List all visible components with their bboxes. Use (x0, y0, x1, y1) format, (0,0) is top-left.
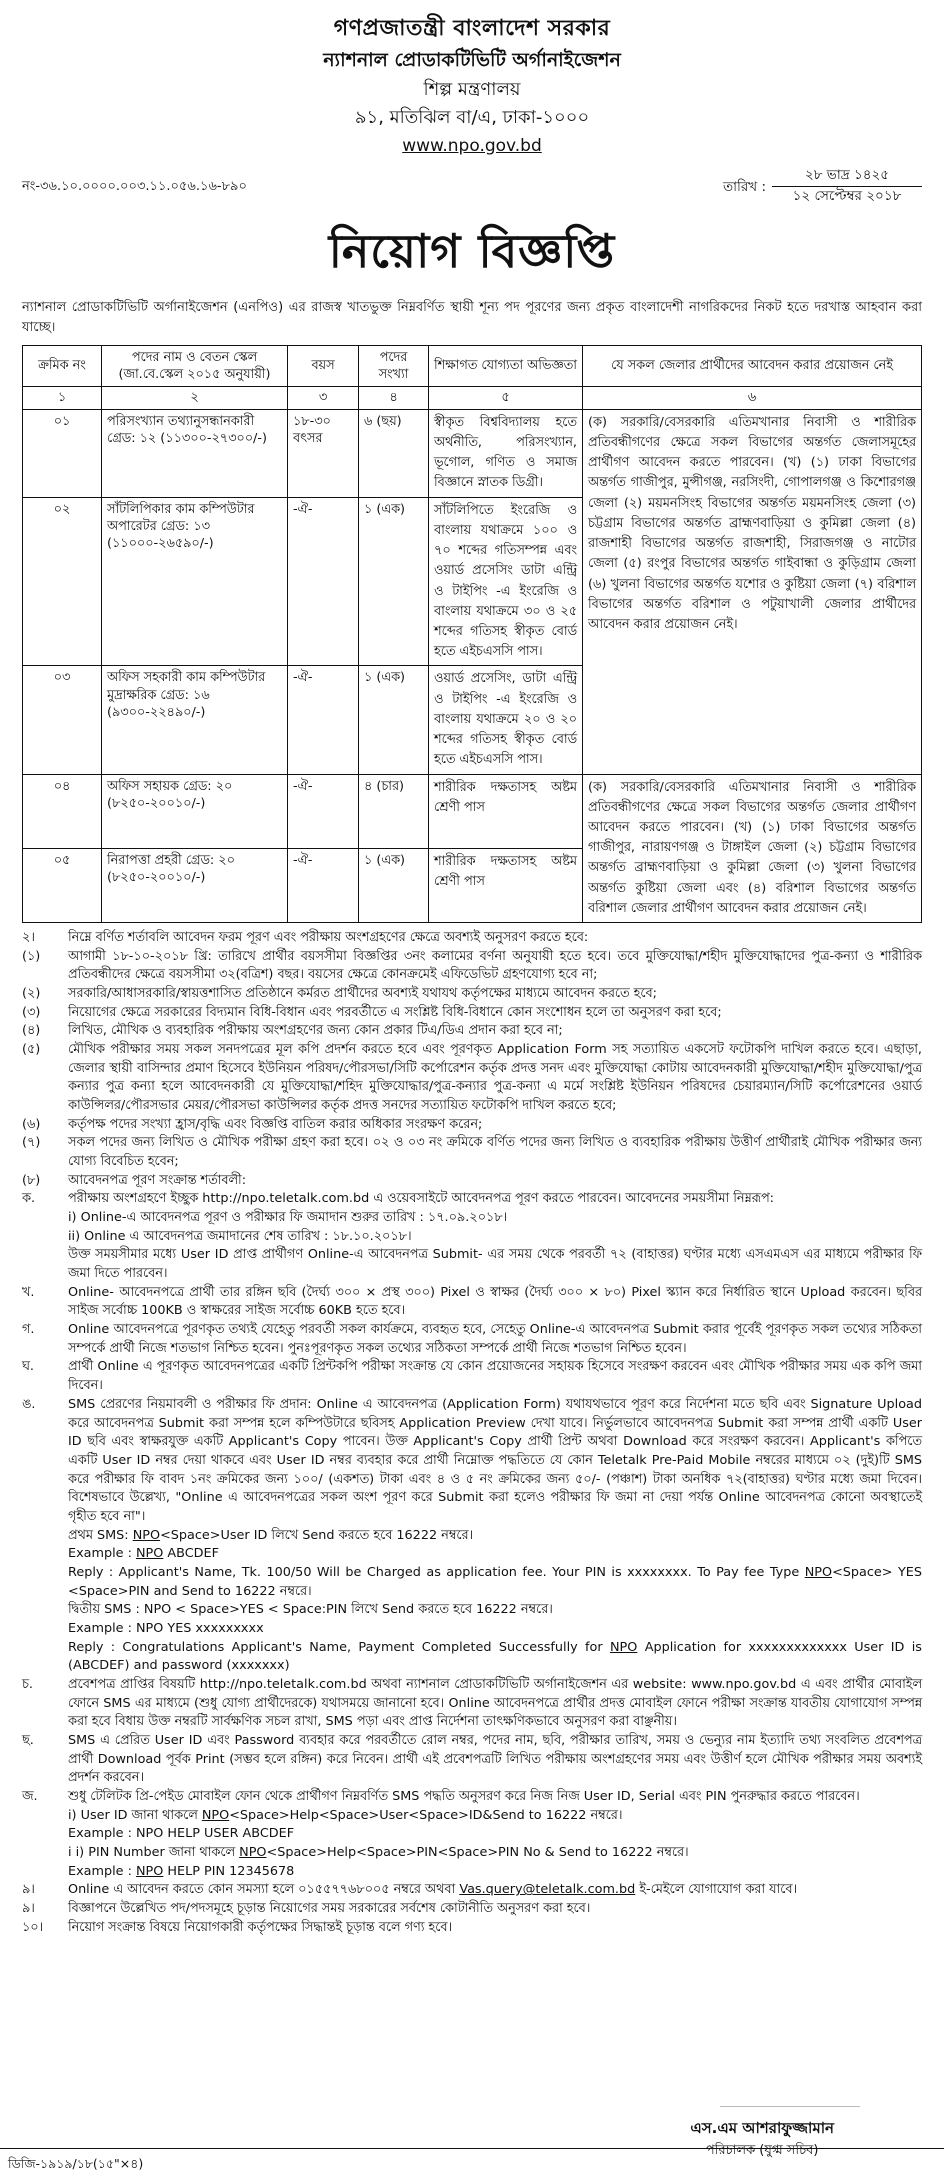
term-text: পরীক্ষায় অংশগ্রহণে ইচ্ছুক http://npo.teletalk.com.bd এ ওয়েবসাইটে আবেদনপত্র পূরণ করতে পারবেন। আবেদনের সময়সীমা নিম্নরূপ: (68, 1191, 774, 1207)
column-number-row (23, 387, 922, 409)
sms-example: Example : NPO YES xxxxxxxxx (68, 1620, 264, 1636)
term-text: লিখিত, মৌখিক ও ব্যবহারিক পরীক্ষায় অংশগ্রহণের জন্য কোন প্রকার টিএ/ডিএ প্রদান করা হবে না; (68, 1023, 563, 1039)
row-post: পরিসংখ্যান তথ্যানুসন্ধানকারী গ্রেড: ১২ (১১৩০০-২৭৩০০/-) (102, 409, 288, 497)
terms-section (22, 929, 922, 1937)
term-number: ২। (22, 930, 35, 946)
term-number: (২) (22, 986, 41, 1002)
term-text: আবেদনপত্র পূরণ সংক্রান্ত শর্তাবলী: (68, 1172, 247, 1188)
term-text: নিয়োগের ক্ষেত্রে সরকারের বিদ্যমান বিধি-বিধান এবং পরবর্তীতে এ সংশ্লিষ্ট বিধি-বিধানে কোন সংশোধন হলে তা অনুসরণ করা হবে; (68, 1004, 722, 1020)
sms-keyword: NPO (132, 1527, 161, 1543)
address: ৯১, মতিঝিল বা/এ, ঢাকা-১০০০ (354, 107, 590, 129)
header-districts: যে সকল জেলার প্রার্থীদের আবেদন করার প্রয়োজন নেই (583, 345, 922, 387)
sms-reply (22, 1564, 922, 1601)
term-item (22, 1321, 922, 1358)
term-text: Online আবেদনপত্রে পূরণকৃত তথ্যই যেহেতু পরবর্তী সকল কার্যক্রমে, ব্যবহৃত হবে, সেহেতু Online-এ আবেদনপত্র Submit করার পূর্বেই পূরণকৃত সকল তথ্যের সঠিকতা সম্পর্কে প্রার্থী নিজে শতভাগ নিশ্চিত হবেন। পুনঃপূরণকৃত সকল তথ্যের সঠিকতা সম্পর্কে প্রার্থী নিজে শতভাগ নিশ্চিত হবেন। (68, 1322, 922, 1356)
sms-example (22, 1863, 922, 1882)
organization-name: ন্যাশনাল প্রোডাকটিভিটি অর্গানাইজেশন (323, 48, 621, 71)
sms-text: <Space> YES <Space>PIN and Send to 16222 নম্বরে। (68, 1564, 922, 1599)
row-post: অফিস সহায়ক গ্রেড: ২০ (৮২৫০-২০০১০/-) (102, 774, 288, 848)
term-text: সরকারি/আধাসরকারি/স্বায়ত্তশাসিত প্রতিষ্ঠানে কর্মরত প্রার্থীদের অবশ্যই যথাযথ কর্তৃপক্ষের মাধ্যমে আবেদন করতে হবে; (68, 986, 657, 1002)
sms-text: i i) PIN Number জানা থাকলে (68, 1844, 240, 1860)
row-post: নিরাপত্তা প্রহরী গ্রেড: ২০ (৮২৫০-২০০১০/-) (102, 848, 288, 922)
government-title: গণপ্রজাতন্ত্রী বাংলাদেশ সরকার (333, 16, 611, 41)
row-age: -ঐ- (288, 848, 359, 922)
term-item (22, 985, 922, 1004)
memo-number: নং-৩৬.১০.০০০০.০০৩.১১.০৫৬.১৬-৮৯০ (22, 178, 247, 194)
term-item (22, 1134, 922, 1171)
term-text: প্রবেশপত্র প্রাপ্তির বিষয়টি http://npo.teletalk.com.bd অথবা ন্যাশনাল প্রোডাকটিভিটি অর্গানাইজেশন এর website: www.npo.gov.bd এ এবং প্রার্থীর মোবাইল ফোনে SMS এর মাধ্যমে (শুধু যোগ্য প্রার্থীদেরকে) যথাসময়ে জানানো হবে। Online আবেদনপত্রে প্রার্থীর প্রদত্ত মোবাইল ফোনে পরীক্ষা সংক্রান্ত যাবতীয় যোগাযোগ সম্পন্ন করা হবে বিধায় উক্ত নম্বরটি সার্বক্ষণিক সচল রাখা, SMS পড়া এবং প্রাপ্ত নির্দেশনা তাৎক্ষণিকভাবে অনুসরণ করা বাঞ্ছনীয়। (68, 1676, 922, 1730)
signatory-name: এস.এম আশরাফুজ্জামান (690, 2119, 834, 2137)
column-number: ৬ (583, 387, 922, 409)
term-text: কর্তৃপক্ষ পদের সংখ্যা হ্রাস/বৃদ্ধি এবং বিজ্ঞপ্তি বাতিল করার অধিকার সংরক্ষণ করেন; (68, 1116, 483, 1132)
term-number: (৪) (22, 1023, 41, 1039)
term-number: ৯। (22, 1882, 35, 1898)
date-english: ১২ সেপ্টেম্বর ২০১৮ (792, 188, 902, 205)
column-number: ১ (23, 387, 102, 409)
term-text: শুধু টেলিটক প্রি-পেইড মোবাইল ফোন থেকে প্রার্থীগণ নিম্নবর্ণিত SMS পদ্ধতি অনুসরণ করে নিজ নিজ User ID, Serial এবং PIN পুনরুদ্ধার করতে পারবেন। (68, 1788, 860, 1804)
row-qualification: সাঁটলিপিতে ইংরেজি ও বাংলায় যথাক্রমে ১০০ ও ৭০ শব্দের গতিসম্পন্ন এবং ওয়ার্ড প্রসেসিং ডাটা এন্ট্রি ও টাইপিং -এ ইংরেজি ও বাংলায় যথাক্রমে ৩০ ও ২৫ শব্দের গতিসহ স্বীকৃত বোর্ড হতে এইচএসসি পাস। (429, 497, 583, 666)
term-text: সকল পদের জন্য লিখিত ও মৌখিক পরীক্ষা গ্রহণ করা হবে। ০২ ও ০৩ নং ক্রমিকে বর্ণিত পদের জন্য লিখিত ও ব্যবহারিক পরীক্ষায় উত্তীর্ণ প্রার্থীরাই মৌখিক পরীক্ষার জন্য যোগ্য বিবেচিত হবেন; (68, 1135, 922, 1170)
term-item (22, 1116, 922, 1135)
term-item (22, 1881, 922, 1900)
date-bangla: ২৮ ভাদ্র ১৪২৫ (772, 166, 922, 187)
term-text (68, 1881, 922, 1900)
term-number: খ. (22, 1284, 35, 1300)
header-serial: ক্রমিক নং (23, 345, 102, 387)
term-text: নিয়োগ সংক্রান্ত বিষয়ে নিয়োগকারী কর্তৃপক্ষের সিদ্ধান্তই চূড়ান্ত বলে গণ্য হবে। (68, 1919, 453, 1935)
contact-text: Online এ আবেদন করতে কোন সমস্যা হলে ০১৫৫৭৭৬৮০০৫ নম্বরে অথবা (68, 1882, 460, 1898)
intro-paragraph: ন্যাশনাল প্রোডাকটিভিটি অর্গানাইজেশন (এনপিও) এর রাজস্ব খাতভুক্ত নিম্নবর্ণিত স্থায়ী শূন্য পদ পূরণের জন্য প্রকৃত বাংলাদেশী নাগরিকদের নিকট হতে দরখাস্ত আহবান করা যাচ্ছে। (22, 300, 922, 336)
sms-first (22, 1527, 922, 1546)
sms-keyword: NPO (135, 1863, 164, 1879)
term-item (22, 929, 922, 948)
sms-keyword: NPO (201, 1807, 230, 1823)
term-number: (৩) (22, 1004, 41, 1020)
term-item (22, 1284, 922, 1321)
signature-line (720, 2106, 860, 2107)
term-number: চ. (22, 1676, 33, 1692)
sms-example (22, 1545, 922, 1564)
term-item (22, 1358, 922, 1395)
sms-keyword: NPO (135, 1546, 164, 1562)
term-text: SMS এ প্রেরিত User ID এবং Password ব্যবহার করে পরবর্তীতে রোল নম্বর, পদের নাম, ছবি, পরীক্ষার তারিখ, সময় ও ভেন্যুর নাম ইত্যাদি তথ্য সংবলিত প্রবেশপত্র প্রার্থী Download পূর্বক Print (সম্ভব হলে রঙ্গিন) করে নিবেন। প্রার্থী এই প্রবেশপত্রটি লিখিত পরীক্ষায় অংশগ্রহণের সময় এবং উত্তীর্ণ হলে মৌখিক পরীক্ষার সময় অবশ্যই প্রদর্শন করবেন। (68, 1732, 922, 1786)
row-serial: ০৪ (23, 774, 102, 848)
signatory-designation: পরিচালক (যুগ্ম সচিব) (705, 2143, 819, 2159)
term-item (22, 1041, 922, 1116)
term-item (22, 1190, 922, 1209)
column-number: ৫ (429, 387, 583, 409)
notice-title: নিয়োগ বিজ্ঞপ্তি (328, 223, 616, 278)
sms-text: Reply : Applicant's Name, Tk. 100/50 Will be Charged as application fee. Your PIN is xxxxxxxx. To Pay fee Type (68, 1564, 805, 1580)
header-post: পদের নাম ও বেতন স্কেল (জা.বে.স্কেল ২০১৫ অনুযায়ী) (102, 345, 288, 387)
row-serial: ০৩ (23, 666, 102, 774)
column-number: ৪ (359, 387, 429, 409)
term-number: (৫) (22, 1042, 41, 1058)
row-age: -ঐ- (288, 666, 359, 774)
term-item (22, 1919, 922, 1938)
header-qualification: শিক্ষাগত যোগ্যতা অভিজ্ঞতা (429, 345, 583, 387)
term-number: (৬) (22, 1116, 41, 1132)
term-number: ক. (22, 1191, 36, 1207)
contact-text: ই-মেইলে যোগাযোগ করা যাবে। (635, 1882, 798, 1898)
term-item (22, 1396, 922, 1527)
term-number: ঙ. (22, 1396, 36, 1412)
fee-deadline-note: উক্ত সময়সীমার মধ্যে User ID প্রাপ্ত প্রার্থীগণ Online-এ আবেদনপত্র Submit- এর সময় থেকে পরবর্তী ৭২ (বাহাত্তর) ঘণ্টার মধ্যে এসএমএস এর মাধ্যমে পরীক্ষার ফি জমা দিতে পারবেন। (68, 1247, 922, 1282)
row-serial: ০১ (23, 409, 102, 497)
letterhead (22, 14, 922, 158)
end-date-line: ii) Online এ আবেদনপত্র জমাদানের শেষ তারিখ : ১৮.১০.২০১৮। (68, 1228, 412, 1244)
sms-text: ABCDEF (163, 1546, 219, 1562)
row-qualification: ওয়ার্ড প্রসেসিং, ডাটা এন্ট্রি ও টাইপিং -এ ইংরেজি ও বাংলায় যথাক্রমে ২০ ও ২০ শব্দের গতিসহ স্বীকৃত বোর্ড হতে এইচএসসি পাস। (429, 666, 583, 774)
term-number: জ. (22, 1788, 38, 1804)
sms-text: <Space>User ID লিখে Send করতে হবে 16222 নম্বরে। (160, 1527, 474, 1543)
sms-second: দ্বিতীয় SMS : NPO < Space>YES < Space:PIN লিখে Send করতে হবে 16222 নম্বরে। (68, 1602, 553, 1618)
vacancy-table (22, 345, 922, 923)
sms-reply (22, 1639, 922, 1676)
term-item (22, 1676, 922, 1732)
recover-pin (22, 1844, 922, 1863)
term-number: ১০। (22, 1919, 44, 1935)
term-number: (৮) (22, 1172, 41, 1188)
term-text: SMS প্রেরণের নিয়মাবলী ও পরীক্ষার ফি প্রদান: Online এ আবেদনপত্র (Application Form) যথাযথভাবে পূরণ করে নির্দেশনা মতে ছবি এবং Signature Upload করে আবেদনপত্র Submit করা সম্পন্ন হলে কম্পিউটারে ছবিসহ Application Preview দেখা যাবে। নির্ভুলভাবে আবেদনপত্র Submit করা সম্পন্ন প্রার্থী একটি User ID ছবি এবং স্বাক্ষরযুক্ত একটি Applicant's Copy পাবেন। উক্ত Applicant's Copy প্রার্থী প্রিন্ট অথবা Download করে সংরক্ষণ করবেন। Applicant's কপিতে একটি User ID নম্বর দেয়া থাকবে এবং User ID নম্বর ব্যবহার করে প্রার্থী নিম্নোক্ত পদ্ধতিতে যে কোন Teletalk Pre-Paid Mobile নম্বরের মাধ্যমে ০২ (দুই)টি SMS করে পরীক্ষার ফি বাবদ ১নং ক্রমিকের জন্য ১০০/ (একশত) টাকা এবং ৪ ও ৫ নং ক্রমিকের জন্য ৫০/- (পঞ্চাশ) টাকা অনধিক ৭২(বাহাত্তর) ঘণ্টার মধ্যে জমা দিবেন। বিশেষভাবে উল্লেখ্য, "Online এ আবেদনপত্রের সকল অংশ পূরণ করে Submit করা হলেও পরীক্ষার ফি জমা না দেয়া পর্যন্ত Online আবেদনপত্র কোনো অবস্থাতেই গৃহীত হবে না"। (68, 1396, 922, 1524)
term-number: ছ. (22, 1732, 34, 1748)
sms-example: Example : NPO HELP USER ABCDEF (68, 1826, 295, 1842)
term-item (22, 1900, 922, 1919)
row-post: অফিস সহকারী কাম কম্পিউটার মুদ্রাক্ষরিক গ্রেড: ১৬ (৯৩০০-২২৪৯০/-) (102, 666, 288, 774)
term-item (22, 1788, 922, 1807)
memo-date (722, 166, 922, 206)
term-text: প্রার্থী Online এ পূরণকৃত আবেদনপত্রের একটি প্রিন্টকপি পরীক্ষা সংক্রান্ত যে কোন প্রয়োজনের সহায়ক হিসেবে সংরক্ষণ করবেন এবং মৌখিক পরীক্ষার সময় এক কপি জমা দিবেন। (68, 1359, 922, 1394)
row-districts: (ক) সরকারি/বেসরকারি এতিমখানার নিবাসী ও শারীরিক প্রতিবন্ধীগণের ক্ষেত্রে সকল বিভাগের অন্তর্গত জেলার প্রার্থীগণ আবেদন করতে পারবেন। (খ) (১) ঢাকা বিভাগের অন্তর্গত গাজীপুর, নারায়ণগঞ্জ ও টাঙ্গাইল জেলা (২) চট্টগ্রাম বিভাগের অন্তর্গত ব্রাহ্মণবাড়িয়া ও কুমিল্লা জেলা (৩) খুলনা বিভাগের অন্তর্গত কুষ্টিয়া জেলা এবং (৪) বরিশাল বিভাগের অন্তর্গত বরিশাল জেলার প্রার্থীগণ আবেদন করার প্রয়োজন নেই। (583, 774, 922, 923)
term-number: (৭) (22, 1135, 41, 1151)
term-number: (১) (22, 948, 41, 964)
support-email-link[interactable]: Vas.query@teletalk.com.bd (459, 1882, 636, 1898)
term-item (22, 1004, 922, 1023)
sms-keyword: NPO (804, 1564, 833, 1580)
term-text: Online- আবেদনপত্রে প্রার্থী তার রঙ্গিন ছবি (দৈর্ঘ্য ৩০০ × প্রস্থ ৩০০) Pixel ও স্বাক্ষর (দৈর্ঘ্য ৩০০ × ৮০) Pixel স্ক্যান করে নির্ধারিত স্থানে Upload করবেন। ছবির সাইজ সর্বোচ্চ 100KB ও স্বাক্ষরের সাইজ সর্বোচ্চ 60KB হতে হবে। (68, 1284, 922, 1319)
term-number: ঘ. (22, 1359, 34, 1375)
row-qualification: শারীরিক দক্ষতাসহ অষ্টম শ্রেণী পাস (429, 774, 583, 848)
column-number: ২ (102, 387, 288, 409)
ministry-name: শিল্প মন্ত্রণালয় (423, 78, 521, 100)
website-link[interactable]: www.npo.gov.bd (402, 135, 542, 156)
sms-text: Example : (68, 1546, 136, 1562)
sms-text: প্রথম SMS: (68, 1527, 133, 1543)
row-serial: ০২ (23, 497, 102, 666)
row-count: ৬ (ছয়) (359, 409, 429, 497)
footer-code: ডিজি-১৯১৯/১৮(১৫"×৪) (0, 2148, 944, 2176)
row-qualification: স্বীকৃত বিশ্ববিদ্যালয় হতে অর্থনীতি, পরিসংখ্যান, ভূগোল, গণিত ও সমাজ বিজ্ঞানে স্নাতক ডিগ্রী। (429, 409, 583, 497)
memo-row (22, 162, 922, 216)
row-age: ১৮-৩০ বৎসর (288, 409, 359, 497)
header-count: পদের সংখ্যা (359, 345, 429, 387)
sms-text: <Space>Help<Space>PIN<Space>PIN No & Send to 16222 নম্বরে। (266, 1844, 689, 1860)
term-text: নিম্নে বর্ণিত শর্তাবলি আবেদন ফরম পূরণ এবং পরীক্ষায় অংশগ্রহণের ক্ষেত্রে অবশ্যই অনুসরণ করতে হবে: (68, 930, 589, 946)
row-count: ১ (এক) (359, 848, 429, 922)
term-item (22, 948, 922, 985)
date-label: তারিখ : (722, 178, 766, 195)
column-number: ৩ (288, 387, 359, 409)
header-age: বয়স (288, 345, 359, 387)
sms-text: Reply : Congratulations Applicant's Name, Payment Completed Successfully for (68, 1639, 610, 1655)
sms-text: Example : (68, 1863, 136, 1879)
term-text: আগামী ১৮-১০-২০১৮ খ্রি: তারিখে প্রার্থীর বয়সসীমা বিজ্ঞপ্তির ৩নং কলামের বর্ণনা অনুযায়ী হতে হবে। তবে মুক্তিযোদ্ধা/শহীদ মুক্তিযোদ্ধাদের পুত্র-কন্যা ও শারীরিক প্রতিবন্ধীদের ক্ষেত্রে বয়সসীমা ৩২(বত্রিশ) বছর। বয়সের ক্ষেত্রে কোনক্রমেই এফিডেভিট গ্রহণযোগ্য হবে না; (68, 948, 922, 983)
table-row (23, 409, 922, 497)
row-qualification: শারীরিক দক্ষতাসহ অষ্টম শ্রেণী পাস (429, 848, 583, 922)
sms-keyword: NPO (609, 1639, 638, 1655)
sms-text: HELP PIN 12345678 (163, 1863, 295, 1879)
row-count: ৪ (চার) (359, 774, 429, 848)
term-number: ৯। (22, 1900, 35, 1916)
term-text: মৌখিক পরীক্ষার সময় সকল সনদপত্রের মূল কপি প্রদর্শন করতে হবে এবং পূরণকৃত Application Form সহ সত্যায়িত একসেট ফটোকপি দাখিল করতে হবে। এছাড়া, জেলার স্থায়ী বাসিন্দার প্রমাণ হিসেবে ইউনিয়ন পরিষদ/পৌরসভা/সিটি কর্পোরেশন কর্তৃক প্রদত্ত সনদ এবং মুক্তিযোদ্ধা কোটায় আবেদনকারী মুক্তিযোদ্ধা/শহীদ মুক্তিযোদ্ধা/পুত্র কন্যার পুত্র কন্যা হলে আবেদনকারী যে মুক্তিযোদ্ধা/শহিদ মুক্তিযোদ্ধার/পুত্র-কন্যার পুত্র-কন্যা এ মর্মে সংশ্লিষ্ট ইউনিয়ন পরিষদের চেয়ারম্যান/সিটি কর্পোরেশনের ওয়ার্ড কাউন্সিলর/পৌরসভার মেয়র/পৌরসভা কাউন্সিলর কর্তৃক প্রদত্ত সনদের সত্যায়িত ফটোকপি দাখিল করতে হবে; (68, 1042, 922, 1114)
recover-user-id (22, 1807, 922, 1826)
row-count: ১ (এক) (359, 666, 429, 774)
table-header-row (23, 345, 922, 387)
row-age: -ঐ- (288, 497, 359, 666)
sms-text: Application for xxxxxxxxxxxxx User ID is (ABCDEF) and password (xxxxxxx) (68, 1639, 922, 1674)
sms-keyword: NPO (239, 1844, 267, 1860)
sms-text: i) User ID জানা থাকলে (68, 1807, 202, 1823)
term-item (22, 1172, 922, 1191)
row-age: -ঐ- (288, 774, 359, 848)
sms-text: <Space>Help<Space>User<Space>ID&Send to 16222 নম্বরে। (229, 1807, 623, 1823)
row-count: ১ (এক) (359, 497, 429, 666)
row-districts: (ক) সরকারি/বেসরকারি এতিমখানার নিবাসী ও শারীরিক প্রতিবন্ধীগণের ক্ষেত্রে সকল বিভাগের অন্তর্গত জেলাসমূহের প্রার্থীগণ আবেদন করতে পারবেন। (খ) (১) ঢাকা বিভাগের অন্তর্গত গাজীপুর, মুন্সীগঞ্জ, নরসিংদী, গোপালগঞ্জ ও কিশোরগঞ্জ জেলা (২) ময়মনসিংহ বিভাগের অন্তর্গত ময়মনসিংহ জেলা (৩) চট্টগ্রাম বিভাগের অন্তর্গত ব্রাহ্মণবাড়িয়া ও কুমিল্লা জেলা (৪) রাজশাহী বিভাগের অন্তর্গত রাজশাহী, সিরাজগঞ্জ ও নাটোর জেলা (৫) রংপুর বিভাগের অন্তর্গত গাইবান্ধা ও কুড়িগ্রাম জেলা (৬) খুলনা বিভাগের অন্তর্গত যশোর ও কুষ্টিয়া জেলা (৭) বরিশাল বিভাগের অন্তর্গত বরিশাল ও পটুয়াখালী জেলার প্রার্থীদের আবেদন করার প্রয়োজন নেই। (583, 409, 922, 774)
term-number: গ. (22, 1322, 35, 1338)
row-post: সাঁটলিপিকার কাম কম্পিউটার অপারেটর গ্রেড: ১৩ (১১০০০-২৬৫৯০/-) (102, 497, 288, 666)
term-text: বিজ্ঞাপনে উল্লেখিত পদ/পদসমূহে চূড়ান্ত নিয়োগের সময় সরকারের সর্বশেষ কোটানীতি অনুসরণ করা হবে। (68, 1900, 591, 1916)
term-item (22, 1732, 922, 1788)
start-date-line: i) Online-এ আবেদনপত্র পূরণ ও পরীক্ষার ফি জমাদান শুরুর তারিখ : ১৭.০৯.২০১৮। (68, 1210, 508, 1226)
term-item (22, 1022, 922, 1041)
row-serial: ০৫ (23, 848, 102, 922)
table-row (23, 774, 922, 848)
